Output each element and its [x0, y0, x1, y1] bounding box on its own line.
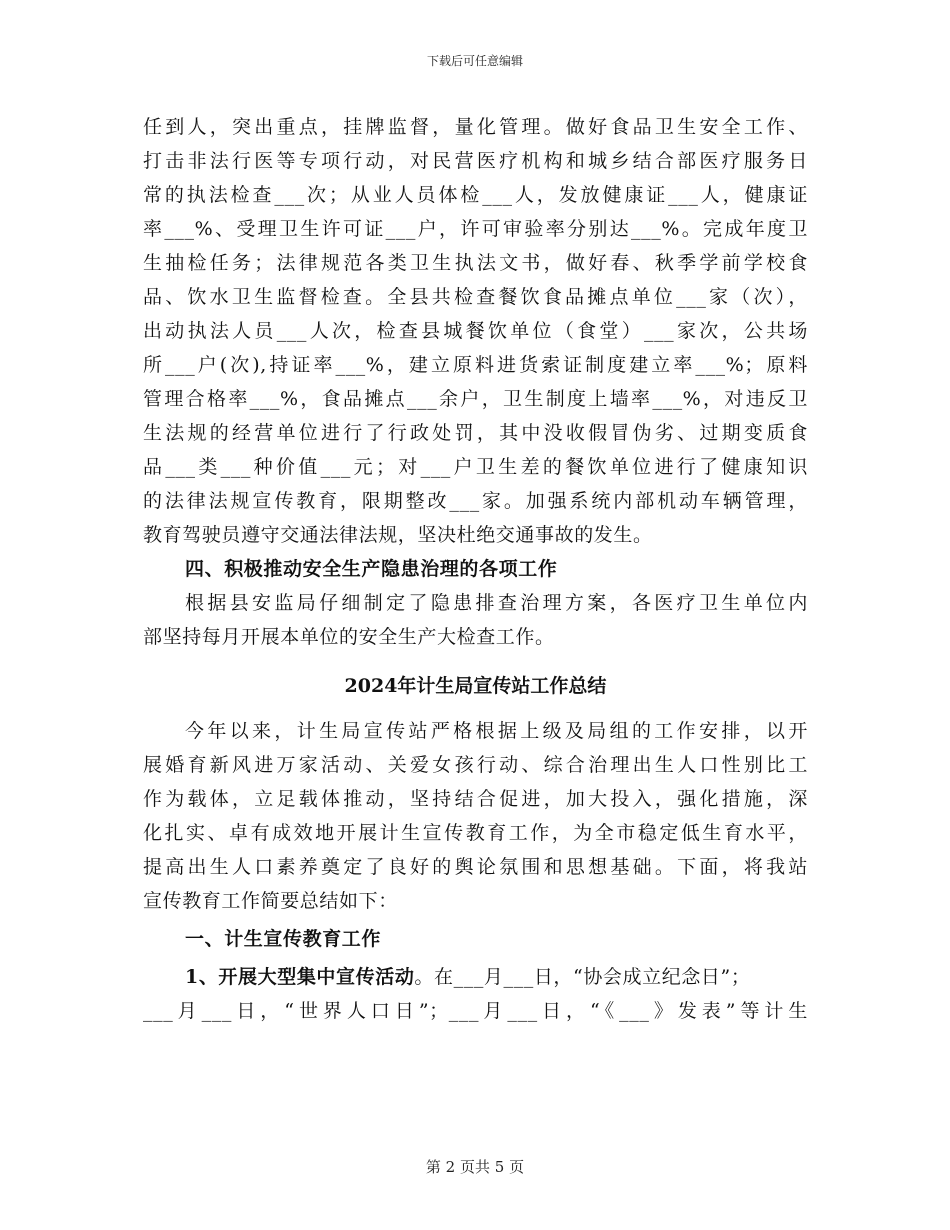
page-header: 下载后可任意编辑	[426, 54, 523, 68]
paragraph-line: 化扎实、卓有成效地开展计生宣传教育工作，为全市稳定低生育水平，	[143, 822, 808, 844]
paragraph-line: 生法规的经营单位进行了行政处罚，其中没收假冒伪劣、过期变质食	[143, 422, 808, 444]
paragraph-line: 品___类___种价值___元；对___户卫生差的餐饮单位进行了健康知识	[143, 456, 808, 478]
paragraph-line: 率___%、受理卫生许可证___户，许可审验率分别达___%。完成年度卫	[143, 218, 808, 240]
paragraph-line: 生抽检任务；法律规范各类卫生执法文书，做好春、秋季学前学校食	[143, 252, 808, 274]
list-item-text: 。在___月___日，“协会成立纪念日”；	[414, 966, 751, 988]
page-footer: 第 2 页共 5 页	[425, 1158, 525, 1176]
section-paragraph	[143, 586, 808, 654]
paragraph-line: 的法律法规宣传教育，限期整改___家。加强系统内部机动车辆管理，	[143, 490, 808, 512]
intro-paragraph	[143, 714, 808, 918]
paragraph-line: 根据县安监局仔细制定了隐患排查治理方案，各医疗卫生单位内	[185, 592, 808, 614]
document-title: 2024年计生局宣传站工作总结	[344, 675, 607, 697]
paragraph-line: 出动执法人员___人次，检查县城餐饮单位（食堂）___家次，公共场	[143, 320, 808, 342]
paragraph-line: 教育驾驶员遵守交通法律法规，坚决杜绝交通事故的发生。	[143, 524, 653, 546]
paragraph-line: 打击非法行医等专项行动，对民营医疗机构和城乡结合部医疗服务日	[143, 150, 808, 172]
list-item	[143, 960, 808, 994]
document-body	[143, 110, 808, 1028]
paragraph-line: 常的执法检查___次；从业人员体检___人，发放健康证___人，健康证	[143, 184, 808, 206]
paragraph-line: 展婚育新风进万家活动、关爱女孩行动、综合治理出生人口性别比工	[143, 754, 808, 776]
paragraph-line: ___月___日，“世界人口日”；___月___日，“《___》发表”等计生	[143, 1000, 808, 1022]
paragraph-line: 部坚持每月开展本单位的安全生产大检查工作。	[143, 626, 555, 648]
paragraph-line: 作为载体，立足载体推动，坚持结合促进，加大投入，强化措施，深	[143, 788, 808, 810]
paragraph-line: 所___户(次),持证率___%，建立原料进货索证制度建立率___%；原料	[143, 354, 808, 376]
paragraph-line: 品、饮水卫生监督检查。全县共检查餐饮食品摊点单位___家（次），	[143, 286, 808, 308]
section-heading: 一、计生宣传教育工作	[185, 928, 382, 950]
list-item-title: 1、开展大型集中宣传活动	[185, 966, 415, 988]
paragraph-line: 宣传教育工作简要总结如下：	[143, 890, 398, 912]
paragraph-line: 任到人，突出重点，挂牌监督，量化管理。做好食品卫生安全工作、	[143, 116, 808, 138]
paragraph-line: 提高出生人口素养奠定了良好的舆论氛围和思想基础。下面，将我站	[143, 856, 808, 878]
paragraph-line: 今年以来，计生局宣传站严格根据上级及局组的工作安排，以开	[185, 720, 808, 742]
section-heading: 四、积极推动安全生产隐患治理的各项工作	[185, 558, 558, 580]
paragraph-line: 管理合格率___%，食品摊点___余户，卫生制度上墙率___%，对违反卫	[143, 388, 808, 410]
continued-paragraph	[143, 110, 808, 552]
